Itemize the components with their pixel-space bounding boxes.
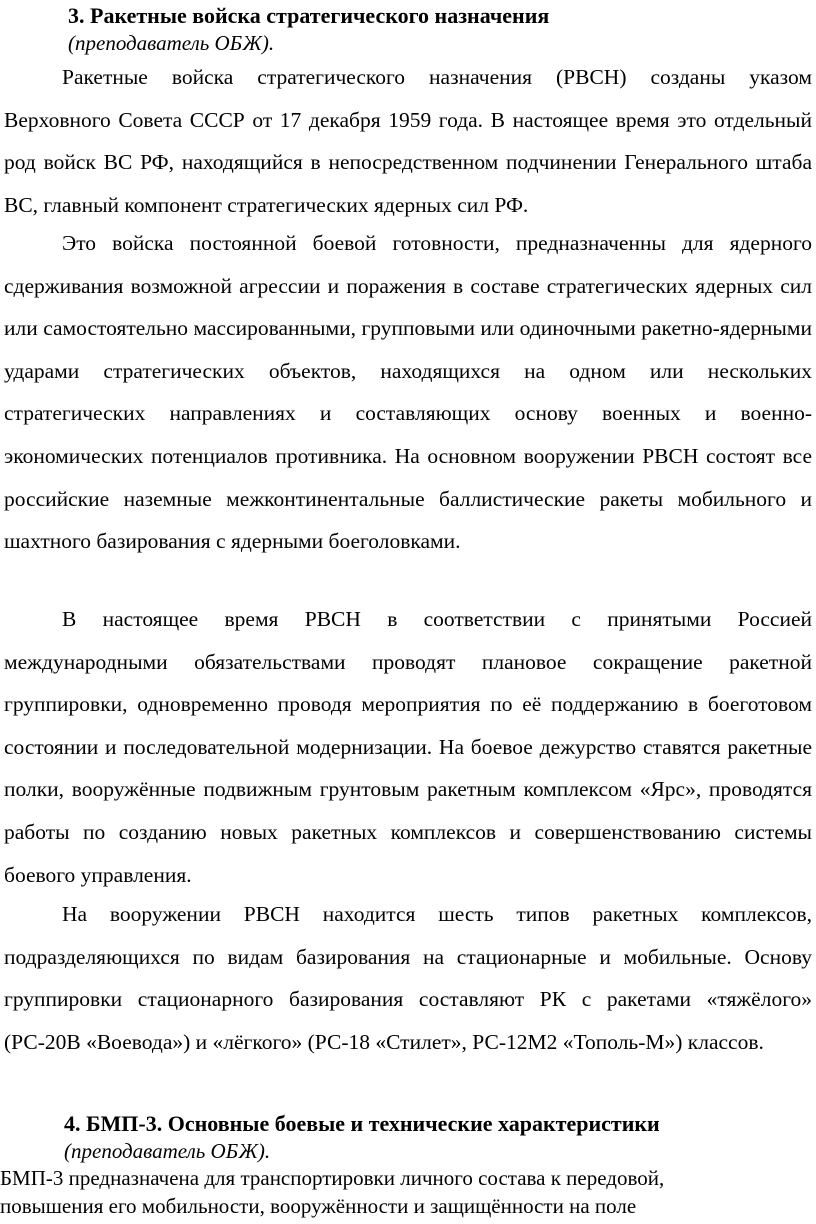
section-3-paragraph-1: Ракетные войска стратегического назначения (РВСН) созданы указом Верховного Совета СССР от 17 декабря 1959 года. В настоящее время это отдельный род войск ВС РФ, находящийся в непосредственном подчинении Генерального штаба ВС, главный компонент стратегических ядерных сил РФ.: [4, 65, 812, 217]
section-3-title: 3. Ракетные войска стратегического назначения: [68, 3, 550, 28]
section-3-paragraph-4: На вооружении РВСН находится шесть типов ракетных комплексов, подразделяющихся по видам базирования на стационарные и мобильные. Основу группировки стационарного базирования составляют РК с ракетами «тяжёлого» (РС-20В «Воевода») и «лёгкого» (РС-18 «Стилет», РС-12М2 «Тополь-М») классов.: [4, 902, 812, 1054]
section-4-line-2: повышения его мобильности, вооружённости и защищённости на поле: [0, 1194, 637, 1218]
section-3-paragraph-3: В настоящее время РВСН в соответствии с принятыми Россией международными обязательствами проводят плановое сокращение ракетной группировки, одновременно проводя мероприятия по её поддержанию в боеготовом состоянии и последовательной модернизации. На боевое дежурство ставятся ракетные полки, вооружённые подвижным грунтовым ракетным комплексом «Ярс», проводятся работы по созданию новых ракетных комплексов и совершенствованию системы боевого управления.: [4, 607, 812, 887]
section-3-teacher-note: (преподаватель ОБЖ).: [68, 31, 275, 55]
section-3-paragraph-2: Это войска постоянной боевой готовности, предназначенны для ядерного сдерживания возможной агрессии и поражения в составе стратегических ядерных сил или самостоятельно массированными, групповыми или одиночными ракетно-ядерными ударами стратегических объектов, находящихся на одном или нескольких стратегических направлениях и составляющих основу военных и военно-экономических потенциалов противника. На основном вооружении РВСН состоят все российские наземные межконтинентальные баллистические ракеты мобильного и шахтного базирования с ядерными боеголовками.: [4, 231, 812, 554]
section-4-teacher-note: (преподаватель ОБЖ).: [64, 1139, 271, 1163]
section-4-title: 4. БМП-3. Основные боевые и технические характеристики: [64, 1111, 660, 1136]
section-4-line-1: БМП-3 предназначена для транспортировки личного состава к передовой,: [0, 1166, 665, 1190]
